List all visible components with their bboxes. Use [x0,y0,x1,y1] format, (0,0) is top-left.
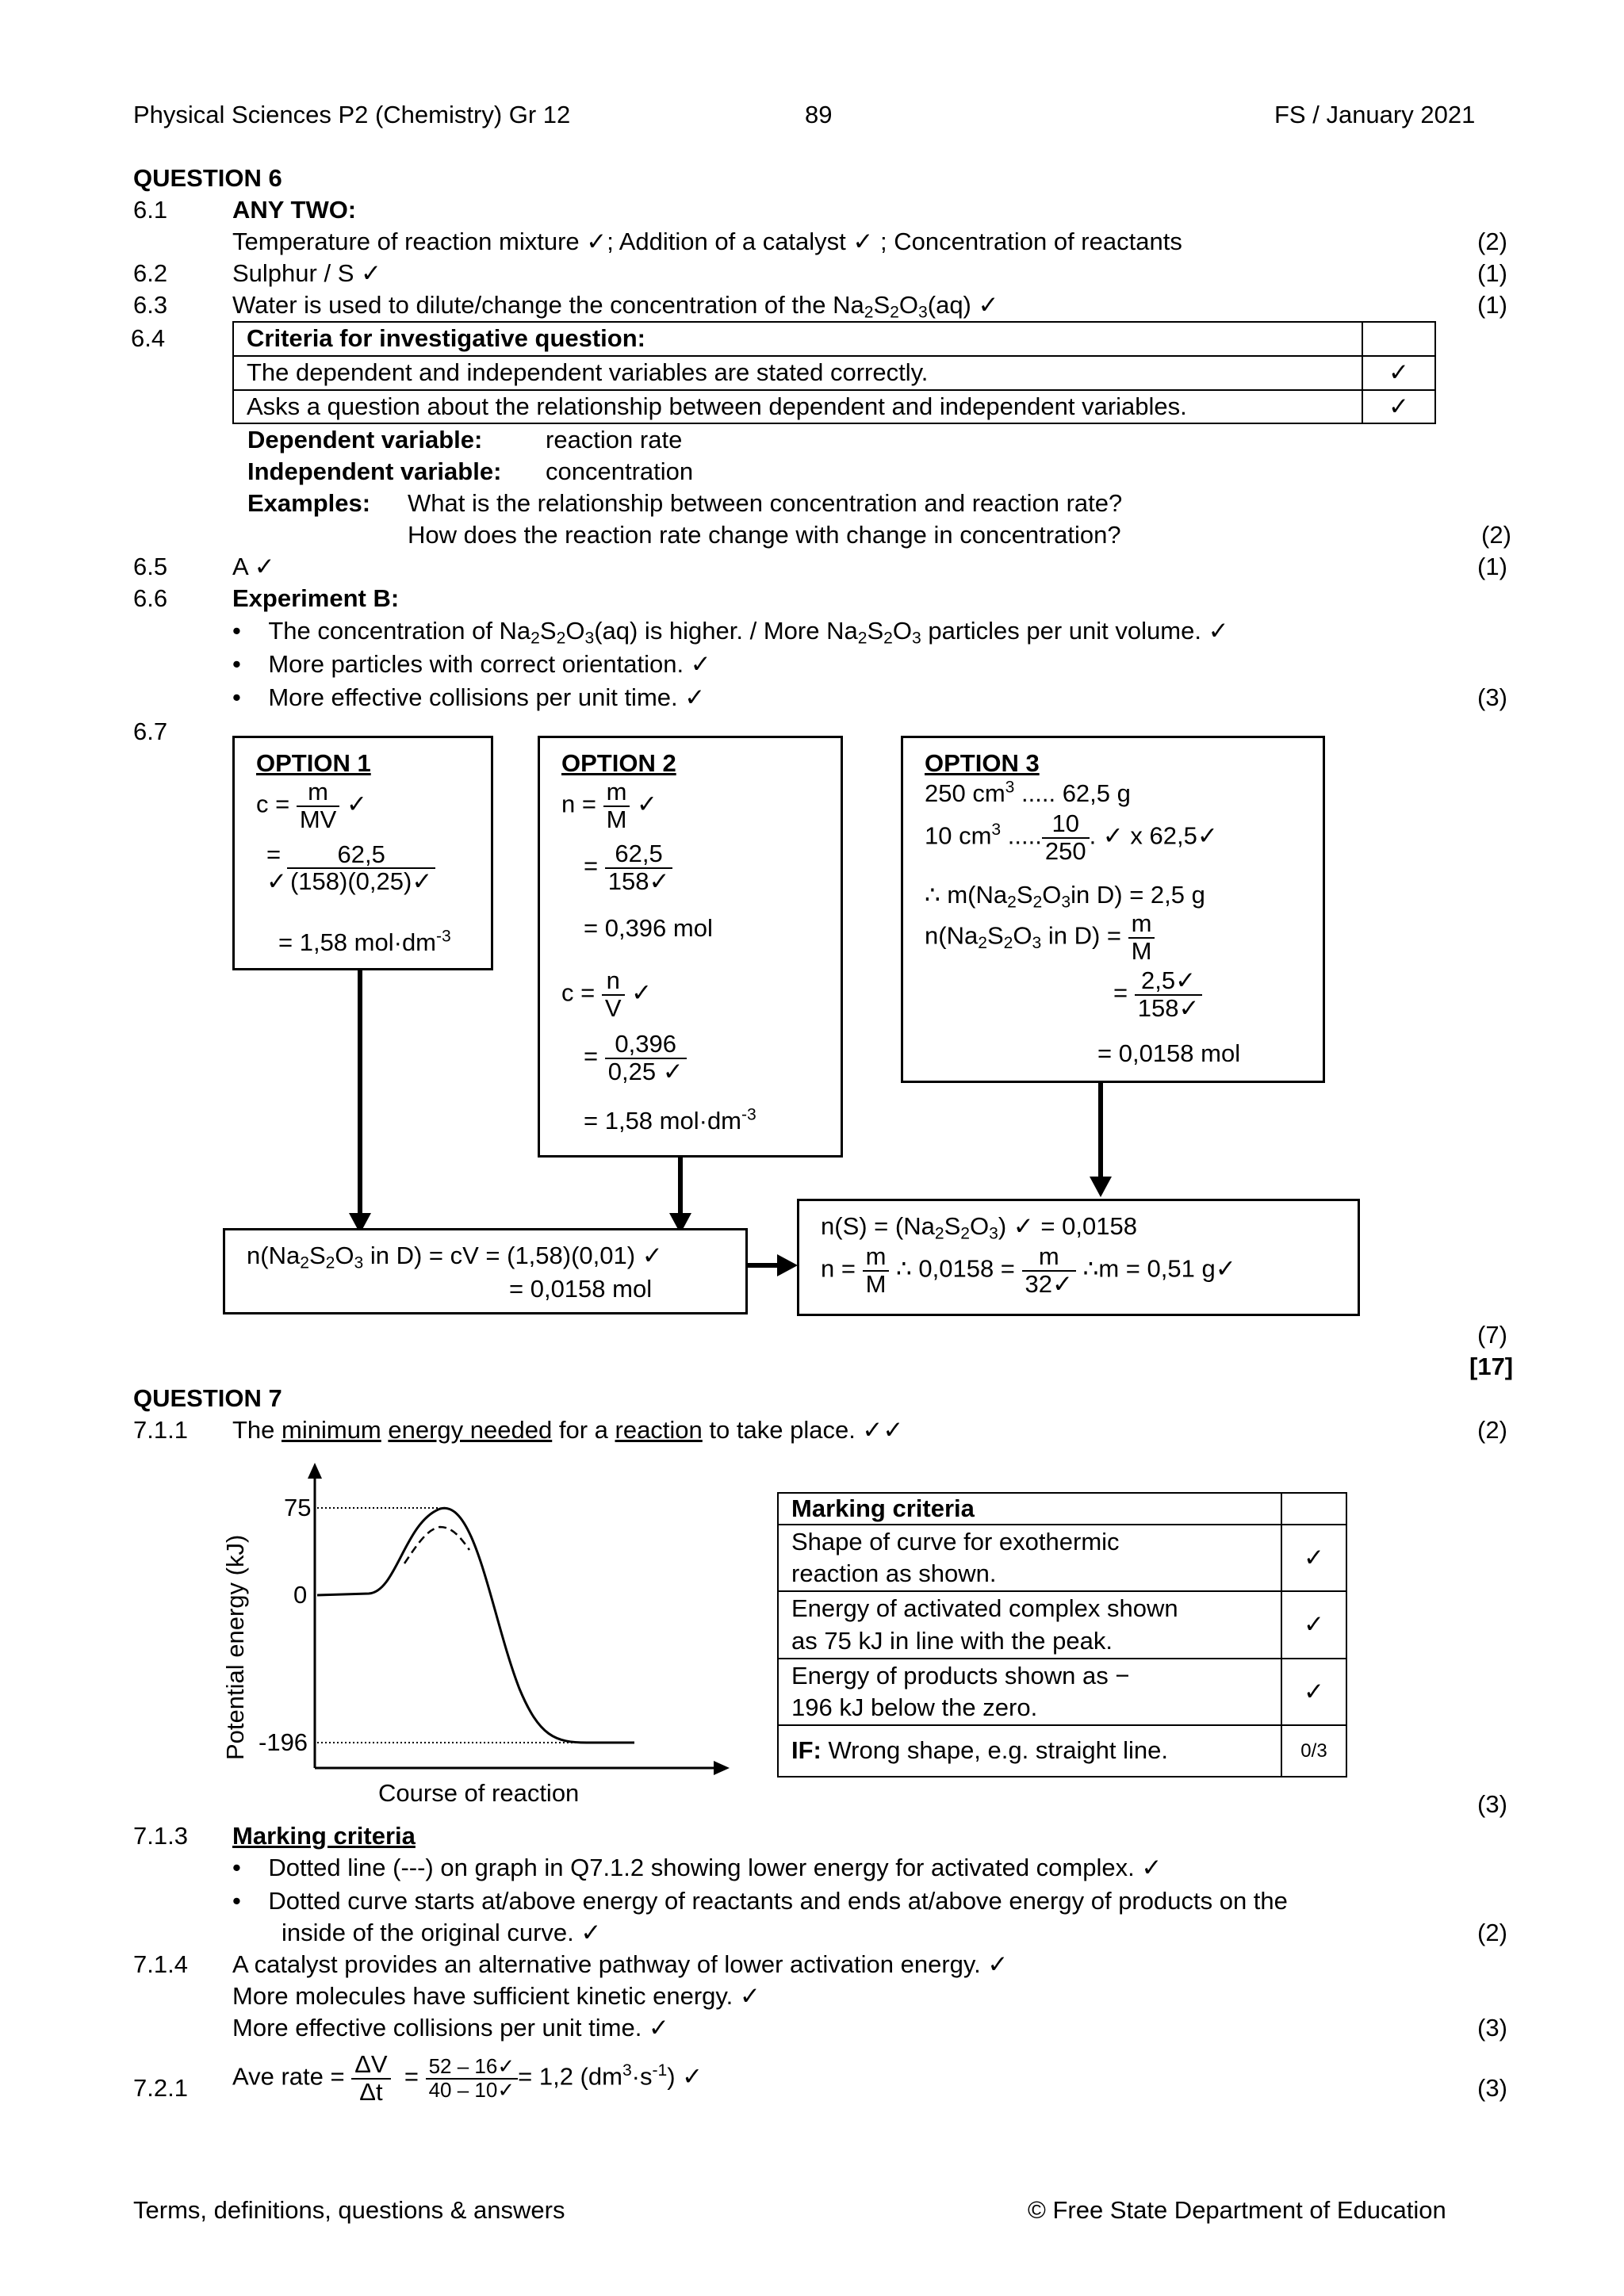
q6-6-heading: Experiment B: [232,584,400,612]
option-3-title: OPTION 3 [925,749,1040,777]
header-left: Physical Sciences P2 (Chemistry) Gr 12 [133,101,571,128]
footer-right: © Free State Department of Education [1028,2196,1446,2224]
q6-6-number: 6.6 [133,584,168,612]
y-axis-arrow [308,1463,322,1479]
criteria-row-1: The dependent and independent variables are stated correctly. [233,356,1362,390]
option-3-box [901,736,1325,1083]
q7-1-3-number: 7.1.3 [133,1822,188,1850]
q6-4-number: 6.4 [131,324,166,352]
q6-6-bullet-1: • The concentration of $Na_2S_2O_3(aq)$ is higher. / More $Na_2S_2O_3$ particles per unit volume. ✓ [232,617,1229,648]
sulphur-line-1: $n(S) = (Na_2S_2O_3)$ ✓ = 0,0158 [821,1212,1137,1243]
y-label-75: 75 [284,1494,312,1521]
mc-tick-3: ✓ [1281,1659,1346,1726]
mc-tick-2: ✓ [1281,1591,1346,1659]
y-axis-label: Potential energy (kJ) [221,1534,249,1760]
q7-2-1-number: 7.2.1 [133,2074,188,2102]
independent-label: Independent variable: [247,457,502,485]
option-1-result: = 1,58 $mol\cdot dm^{-3}$ [278,927,451,956]
q7-1-2-marks: (3) [1477,1790,1507,1818]
option-2-formula: n = $\frac{m}{M}$ ✓ [561,778,658,833]
q7-1-4-line-1: A catalyst provides an alternative pathway of lower activation energy. ✓ [232,1950,1009,1978]
criteria-row-2: Asks a question about the relationship between dependent and independent variables. [233,390,1362,424]
y-label-0: 0 [293,1581,308,1609]
q6-7-marks: (7) [1477,1321,1507,1349]
q6-2-answer: Sulphur / S ✓ [232,259,381,287]
sulphur-mass-box [797,1199,1360,1316]
arrow-right-head [777,1254,798,1276]
y-label-196: -196 [259,1728,308,1756]
x-axis-arrow [714,1761,730,1775]
q6-3-number: 6.3 [133,291,168,319]
option-3-line-4: $n(Na_2S_2O_3$ in D) = $\frac{m}{M}$ [925,911,1155,964]
q7-1-4-line-3: More effective collisions per unit time. ✓ [232,2014,669,2042]
q6-4-marks: (2) [1481,521,1511,549]
marking-criteria-heading: Marking criteria [778,1493,1281,1525]
q6-2-marks: (1) [1477,259,1507,287]
q6-7-number: 6.7 [133,718,168,745]
option-2-conc-formula: c = $\frac{n}{V}$ ✓ [561,966,653,1022]
footer-left: Terms, definitions, questions & answers [133,2196,565,2224]
q6-1-number: 6.1 [133,196,168,224]
example-1: What is the relationship between concentration and reaction rate? [408,489,1123,517]
option-2-title: OPTION 2 [561,749,676,777]
q6-5-number: 6.5 [133,553,168,580]
investigative-criteria-table [232,321,1436,424]
independent-value: concentration [546,457,694,485]
q6-1-heading: ANY TWO: [232,196,357,224]
mc-tick-1: ✓ [1281,1525,1346,1592]
sulphur-line-2: n = $\frac{m}{M}$ ∴ 0,0158 = $\frac{m}{32✓}$ ∴m = 0,51 g✓ [821,1242,1236,1298]
option-3-substitution: = $\frac{2,5✓}{158✓}$ [1113,968,1202,1021]
option-3-line-1: 250 $cm^3$ ..... 62,5 g [925,778,1131,807]
criteria-heading: Criteria for investigative question: [233,322,1362,356]
criteria-tick-2: ✓ [1362,390,1435,424]
arrow-right-shaft [748,1263,779,1268]
arrow-head-3 [1090,1177,1112,1197]
option-3-line-3: ∴ $m(Na_2S_2O_3in$ D) = 2,5 g [925,881,1205,912]
q6-1-marks: (2) [1477,228,1507,255]
q6-5-answer: A ✓ [232,553,275,580]
option-2-conc-substitution: = $\frac{0,396}{0,25 ✓}$ [584,1031,687,1085]
q7-1-3-marks: (2) [1477,1919,1507,1946]
q7-1-1-number: 7.1.1 [133,1416,188,1444]
option-2-box [538,736,843,1158]
dependent-label: Dependent variable: [247,426,483,453]
mc-row-2: Energy of activated complex shown as 75 kJ in line with the peak. [778,1591,1281,1659]
q7-1-3-heading: Marking criteria [232,1822,416,1850]
arrow-option-3-down [1098,1083,1103,1181]
q6-2-number: 6.2 [133,259,168,287]
option-3-line-2: 10 $cm^3$ ..... $\frac{10}{250}$ . ✓ x 62,5✓ [925,809,1218,865]
option-3-result: = 0,0158 mol [1097,1039,1241,1067]
x-axis-label: Course of reaction [378,1779,580,1807]
marking-criteria-table [777,1492,1347,1777]
q6-6-bullet-2: • More particles with correct orientation. ✓ [232,650,711,678]
page-number: 89 [805,101,833,128]
q7-1-3-bullet-1: • Dotted line (---) on graph in Q7.1.2 showing lower energy for activated complex. ✓ [232,1854,1162,1881]
q7-2-1-answer: Ave rate = $\frac{\Delta V}{\Delta t}$ = $\frac{52 - 16✓}{40 - 10✓}$ = 1,2 $(dm^3\cdot s^{-1})$ ✓ [232,2050,703,2106]
option-1-box [232,736,493,970]
option-1-title: OPTION 1 [256,749,371,777]
examples-label: Examples: [247,489,371,517]
q7-1-4-number: 7.1.4 [133,1950,188,1978]
q7-1-3-bullet-2b: inside of the original curve. ✓ [282,1919,602,1946]
dependent-value: reaction rate [546,426,683,453]
q7-1-1-marks: (2) [1477,1416,1507,1444]
energy-profile-graph [214,1459,737,1808]
reaction-curve [317,1508,634,1743]
option-1-formula: c = $\frac{m}{MV}$ ✓ [256,778,367,833]
q6-6-marks: (3) [1477,683,1507,711]
q7-2-1-marks: (3) [1477,2074,1507,2102]
option-2-substitution: = $\frac{62,5}{158✓}$ [584,841,672,894]
moles-in-d-line-2: = 0,0158 mol [509,1275,653,1303]
q7-1-3-bullet-2a: • Dotted curve starts at/above energy of reactants and ends at/above energy of products on the [232,1887,1288,1915]
question-7-title: QUESTION 7 [133,1384,282,1412]
q7-1-1-answer: The minimum energy needed for a reaction to take place. ✓✓ [232,1416,904,1444]
q6-3-answer: Water is used to dilute/change the concentration of the $Na_2S_2O_3(aq)$ ✓ [232,291,999,322]
option-2-moles: = 0,396 mol [584,914,713,942]
q6-6-bullet-3: • More effective collisions per unit time. ✓ [232,683,706,711]
mc-row-4: IF: Wrong shape, e.g. straight line. [778,1725,1281,1776]
q6-1-answer: Temperature of reaction mixture ✓; Addition of a catalyst ✓ ; Concentration of reactants [232,228,1182,255]
mc-row-3: Energy of products shown as − 196 kJ below the zero. [778,1659,1281,1726]
mc-mark-4: 0/3 [1281,1725,1346,1776]
q6-3-marks: (1) [1477,291,1507,319]
q7-1-4-marks: (3) [1477,2014,1507,2042]
moles-in-d-line-1: $n(Na_2S_2O_3$ in D) = cV = (1,58)(0,01) ✓ [247,1242,663,1272]
example-2: How does the reaction rate change with change in concentration? [408,521,1121,549]
option-2-result: = 1,58 $mol\cdot dm^{-3}$ [584,1105,756,1135]
option-1-substitution: = ✓ $\frac{62,5}{(158)(0,25)✓}$ [266,841,435,895]
q7-1-4-line-2: More molecules have sufficient kinetic energy. ✓ [232,1982,760,2010]
mc-row-1: Shape of curve for exothermic reaction as shown. [778,1525,1281,1592]
header-right: FS / January 2021 [1274,101,1476,128]
moles-in-d-box [223,1228,748,1314]
question-6-title: QUESTION 6 [133,164,282,192]
arrow-option-2-down [678,1158,683,1218]
arrow-option-1-down [358,970,362,1218]
q6-total: [17] [1469,1353,1514,1380]
criteria-tick-1: ✓ [1362,356,1435,390]
q6-5-marks: (1) [1477,553,1507,580]
